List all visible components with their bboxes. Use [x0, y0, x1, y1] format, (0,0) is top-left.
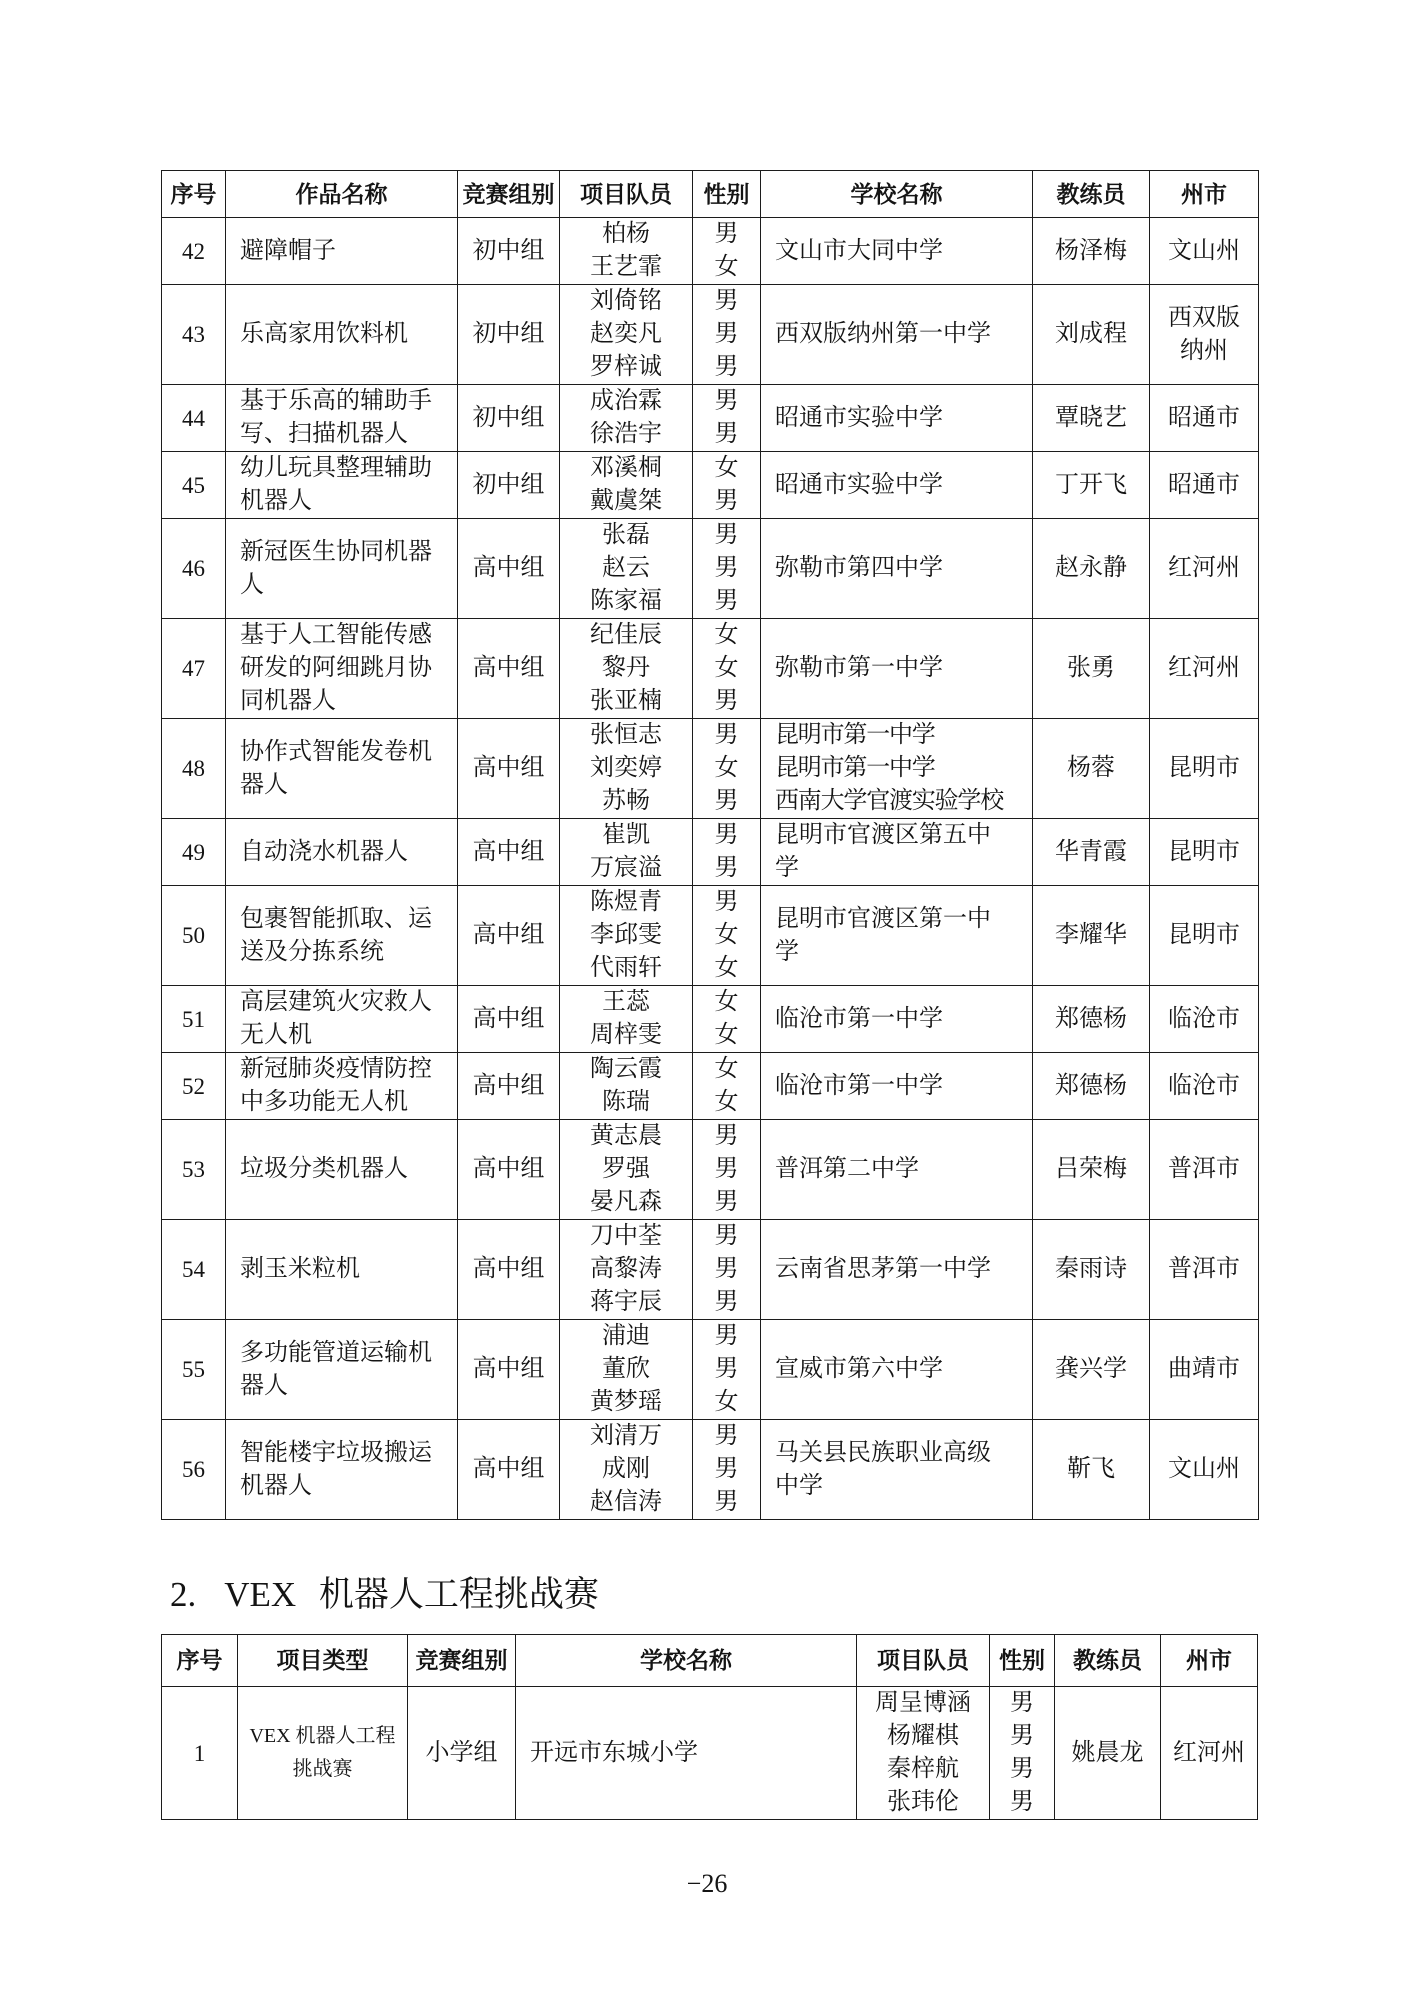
- table-row: [162, 1320, 1259, 1420]
- work-title-cell: [226, 1320, 458, 1420]
- member-name: 万宸溢: [590, 855, 662, 881]
- gender-cell: [693, 719, 761, 819]
- school-name: 昭通市实验中学: [775, 404, 943, 431]
- column-header: 性别: [990, 1635, 1055, 1687]
- row-number-cell: 53: [162, 1120, 226, 1220]
- school-name: 昆明市第一中学: [775, 755, 935, 781]
- work-title: 多功能管道运输机器人: [240, 1339, 432, 1399]
- work-title: 基于人工智能传感研发的阿细跳月协同机器人: [240, 622, 432, 714]
- group-cell: 小学组: [408, 1687, 516, 1820]
- coach-cell: 郑德杨: [1033, 986, 1150, 1053]
- column-header: 项目类型: [238, 1635, 408, 1687]
- work-title-cell: [226, 452, 458, 519]
- work-title-cell: [226, 819, 458, 886]
- gender: 女: [714, 455, 739, 481]
- table-row: [162, 819, 1259, 886]
- row-number-cell: 42: [162, 218, 226, 285]
- project-type-cell: [238, 1687, 408, 1820]
- gender: 男: [714, 421, 739, 447]
- gender-cell: [990, 1687, 1055, 1820]
- gender: 男: [714, 1323, 739, 1349]
- column-header: 学校名称: [516, 1635, 857, 1687]
- city-cell: 文山州: [1150, 218, 1259, 285]
- school-cell: [761, 886, 1033, 986]
- members-cell: [560, 1120, 693, 1220]
- section-heading: [170, 1568, 599, 1622]
- school-name: 弥勒市第四中学: [775, 555, 943, 581]
- member-name: 成刚: [602, 1456, 650, 1482]
- member-name: 罗梓诚: [590, 354, 662, 380]
- table-row: [162, 619, 1259, 719]
- gender: 女: [714, 1056, 739, 1082]
- table-row: [162, 452, 1259, 519]
- city-cell: 昆明市: [1150, 719, 1259, 819]
- row-number-cell: 44: [162, 385, 226, 452]
- gender-cell: [693, 819, 761, 886]
- gender: 男: [714, 522, 739, 548]
- members-cell: [560, 619, 693, 719]
- member-name: 刘清万: [590, 1423, 662, 1449]
- gender: 男: [714, 488, 739, 514]
- members-cell: [560, 886, 693, 986]
- coach-cell: 李耀华: [1033, 886, 1150, 986]
- table-row: [162, 1420, 1259, 1520]
- gender-cell: [693, 385, 761, 452]
- gender: 女: [714, 1022, 739, 1048]
- row-number-cell: 50: [162, 886, 226, 986]
- gender: 男: [714, 221, 739, 247]
- members-cell: [560, 1220, 693, 1320]
- member-name: 高黎涛: [590, 1256, 662, 1282]
- city-cell: 曲靖市: [1150, 1320, 1259, 1420]
- gender: 男: [714, 688, 739, 714]
- gender: 男: [714, 1489, 739, 1515]
- gender-cell: [693, 1053, 761, 1120]
- member-name: 刀中荃: [590, 1223, 662, 1249]
- coach-cell: 秦雨诗: [1033, 1220, 1150, 1320]
- coach-cell: 龚兴学: [1033, 1320, 1150, 1420]
- page-number: −26: [686, 1869, 728, 1898]
- work-title: 协作式智能发卷机器人: [240, 738, 432, 798]
- gender: 男: [714, 788, 739, 814]
- school-cell: [761, 285, 1033, 385]
- work-title-cell: [226, 719, 458, 819]
- gender-cell: [693, 1420, 761, 1520]
- school-name: 宣威市第六中学: [775, 1356, 943, 1382]
- gender: 男: [714, 288, 739, 314]
- column-header: 作品名称: [226, 171, 458, 218]
- table-row: [162, 285, 1259, 385]
- table-header-row: [162, 1635, 1258, 1687]
- table-row: [162, 218, 1259, 285]
- member-name: 苏畅: [602, 788, 650, 814]
- table-row: [162, 1687, 1258, 1820]
- gender: 女: [714, 254, 739, 280]
- school-name: 马关县民族职业高级中学: [775, 1439, 991, 1499]
- column-header: 性别: [693, 171, 761, 218]
- work-title-cell: [226, 1220, 458, 1320]
- city-cell: 红河州: [1150, 619, 1259, 719]
- school-name: 西双版纳州第一中学: [775, 321, 991, 347]
- work-title-cell: [226, 385, 458, 452]
- column-header: 州市: [1161, 1635, 1258, 1687]
- gender: 男: [1010, 1723, 1034, 1749]
- school-cell: [761, 1053, 1033, 1120]
- gender-cell: [693, 1120, 761, 1220]
- city-cell: 普洱市: [1150, 1220, 1259, 1320]
- member-name: 王蕊: [602, 989, 650, 1015]
- work-title-cell: [226, 1053, 458, 1120]
- group-cell: 初中组: [458, 452, 560, 519]
- member-name: 周梓雯: [590, 1022, 662, 1048]
- group-cell: 高中组: [458, 1220, 560, 1320]
- city-cell: 文山州: [1150, 1420, 1259, 1520]
- school-cell: [516, 1687, 857, 1820]
- table-row: [162, 886, 1259, 986]
- gender-cell: [693, 986, 761, 1053]
- gender: 男: [1010, 1789, 1034, 1815]
- gender-cell: [693, 218, 761, 285]
- school-cell: [761, 452, 1033, 519]
- row-number-cell: 48: [162, 719, 226, 819]
- gender: 男: [1010, 1690, 1034, 1716]
- member-name: 黄志晨: [590, 1123, 662, 1149]
- gender: 男: [714, 321, 739, 347]
- school-name: 昭通市实验中学: [775, 471, 943, 498]
- member-name: 陶云霞: [590, 1056, 662, 1082]
- gender: 男: [714, 1223, 739, 1249]
- members-cell: [857, 1687, 990, 1820]
- table-header-row: [162, 171, 1259, 218]
- work-title: 避障帽子: [240, 237, 336, 264]
- member-name: 蒋宇辰: [590, 1289, 662, 1315]
- table-row: [162, 1220, 1259, 1320]
- school-cell: [761, 819, 1033, 886]
- member-name: 赵信涛: [590, 1489, 662, 1515]
- city-cell: 红河州: [1150, 519, 1259, 619]
- work-title: 高层建筑火灾救人无人机: [240, 989, 432, 1048]
- member-name: 秦梓航: [887, 1756, 959, 1782]
- work-title: 智能楼宇垃圾搬运机器人: [240, 1439, 432, 1499]
- school-name: 昆明市官渡区第五中学: [775, 822, 991, 881]
- gender: 男: [714, 1456, 739, 1482]
- coach-cell: 华青霞: [1033, 819, 1150, 886]
- coach-cell: 赵永静: [1033, 519, 1150, 619]
- gender-cell: [693, 619, 761, 719]
- column-header: 学校名称: [761, 171, 1033, 218]
- school-cell: [761, 385, 1033, 452]
- group-cell: 初中组: [458, 285, 560, 385]
- row-number-cell: 55: [162, 1320, 226, 1420]
- members-cell: [560, 285, 693, 385]
- gender: 男: [714, 889, 739, 915]
- work-title: 基于乐高的辅助手写、扫描机器人: [240, 388, 432, 447]
- column-header: 项目队员: [560, 171, 693, 218]
- gender: 男: [714, 588, 739, 614]
- gender-cell: [693, 1320, 761, 1420]
- school-name: 临沧市第一中学: [775, 1005, 943, 1032]
- row-number-cell: 49: [162, 819, 226, 886]
- gender-cell: [693, 886, 761, 986]
- members-cell: [560, 1320, 693, 1420]
- gender: 女: [714, 755, 739, 781]
- city-cell: 红河州: [1161, 1687, 1258, 1820]
- gender: 女: [714, 1089, 739, 1115]
- member-name: 刘倚铭: [590, 288, 662, 314]
- coach-cell: 靳飞: [1033, 1420, 1150, 1520]
- work-title: 自动浇水机器人: [240, 838, 408, 865]
- school-cell: [761, 1320, 1033, 1420]
- row-number-cell: 46: [162, 519, 226, 619]
- work-title-cell: [226, 1420, 458, 1520]
- row-number-cell: 56: [162, 1420, 226, 1520]
- member-name: 陈煜青: [590, 889, 662, 915]
- school-name: 西南大学官渡实验学校: [775, 788, 1003, 814]
- coach-cell: 刘成程: [1033, 285, 1150, 385]
- member-name: 浦迪: [602, 1323, 650, 1349]
- school-cell: [761, 1220, 1033, 1320]
- table-row: [162, 986, 1259, 1053]
- member-name: 杨耀棋: [887, 1723, 959, 1749]
- members-cell: [560, 452, 693, 519]
- member-name: 张磊: [602, 522, 650, 548]
- gender: 男: [714, 822, 739, 848]
- gender: 女: [714, 989, 739, 1015]
- gender-cell: [693, 1220, 761, 1320]
- vex-entries-table: [161, 1634, 1258, 1820]
- school-cell: [761, 218, 1033, 285]
- section-number: 2.: [170, 1575, 197, 1614]
- city-cell: 昭通市: [1150, 385, 1259, 452]
- gender: 女: [714, 622, 739, 648]
- column-header: 竞赛组别: [458, 171, 560, 218]
- coach-cell: 杨蓉: [1033, 719, 1150, 819]
- gender: 女: [714, 955, 739, 981]
- group-cell: 高中组: [458, 1120, 560, 1220]
- city-cell: 西双版纳州: [1150, 285, 1259, 385]
- member-name: 徐浩宇: [590, 421, 662, 447]
- members-cell: [560, 218, 693, 285]
- school-name: 弥勒市第一中学: [775, 655, 943, 681]
- gender: 女: [714, 922, 739, 948]
- row-number-cell: 52: [162, 1053, 226, 1120]
- work-title-cell: [226, 1120, 458, 1220]
- row-number-cell: 1: [162, 1687, 238, 1820]
- gender: 男: [714, 555, 739, 581]
- city-cell: 昭通市: [1150, 452, 1259, 519]
- members-cell: [560, 986, 693, 1053]
- members-cell: [560, 819, 693, 886]
- gender-cell: [693, 519, 761, 619]
- gender: 男: [714, 1156, 739, 1182]
- table-body: [162, 218, 1259, 1520]
- member-name: 董欣: [602, 1356, 650, 1382]
- city-cell: 临沧市: [1150, 1053, 1259, 1120]
- coach-cell: 姚晨龙: [1055, 1687, 1161, 1820]
- school-cell: [761, 1120, 1033, 1220]
- member-name: 邓溪桐: [590, 455, 662, 481]
- gender: 男: [714, 1123, 739, 1149]
- member-name: 纪佳辰: [590, 622, 662, 648]
- work-title-cell: [226, 619, 458, 719]
- member-name: 黎丹: [602, 655, 650, 681]
- column-header: 教练员: [1033, 171, 1150, 218]
- column-header: 序号: [162, 171, 226, 218]
- gender: 男: [714, 855, 739, 881]
- school-cell: [761, 1420, 1033, 1520]
- gender-cell: [693, 452, 761, 519]
- gender: 男: [1010, 1756, 1034, 1782]
- coach-cell: 张勇: [1033, 619, 1150, 719]
- project-type: VEX 机器人工程挑战赛: [249, 1725, 396, 1780]
- member-name: 代雨轩: [590, 955, 662, 981]
- members-cell: [560, 719, 693, 819]
- group-cell: 高中组: [458, 519, 560, 619]
- school-name: 云南省思茅第一中学: [775, 1256, 991, 1282]
- table-row: [162, 719, 1259, 819]
- member-name: 赵云: [602, 555, 650, 581]
- members-cell: [560, 519, 693, 619]
- group-cell: 初中组: [458, 218, 560, 285]
- school-name: 开远市东城小学: [530, 1739, 698, 1766]
- column-header: 竞赛组别: [408, 1635, 516, 1687]
- member-name: 成治霖: [590, 388, 662, 414]
- table-row: [162, 519, 1259, 619]
- gender: 男: [714, 388, 739, 414]
- work-title: 乐高家用饮料机: [240, 321, 408, 347]
- column-header: 州市: [1150, 171, 1259, 218]
- group-cell: 高中组: [458, 819, 560, 886]
- member-name: 张恒志: [590, 722, 662, 748]
- table-row: [162, 1053, 1259, 1120]
- school-cell: [761, 619, 1033, 719]
- work-title-cell: [226, 285, 458, 385]
- group-cell: 高中组: [458, 986, 560, 1053]
- member-name: 张亚楠: [590, 688, 662, 714]
- column-header: 教练员: [1055, 1635, 1161, 1687]
- members-cell: [560, 1420, 693, 1520]
- coach-cell: 覃晓艺: [1033, 385, 1150, 452]
- row-number-cell: 43: [162, 285, 226, 385]
- members-cell: [560, 385, 693, 452]
- coach-cell: 杨泽梅: [1033, 218, 1150, 285]
- work-title: 包裹智能抓取、运送及分拣系统: [240, 905, 432, 965]
- school-name: 临沧市第一中学: [775, 1072, 943, 1099]
- member-name: 戴虞桀: [590, 488, 662, 514]
- work-title-cell: [226, 218, 458, 285]
- city-cell: 临沧市: [1150, 986, 1259, 1053]
- work-title: 新冠肺炎疫情防控中多功能无人机: [240, 1056, 432, 1115]
- gender: 女: [714, 1389, 739, 1415]
- member-name: 王艺霏: [590, 254, 662, 280]
- gender: 男: [714, 1289, 739, 1315]
- column-header: 项目队员: [857, 1635, 990, 1687]
- city-cell: 普洱市: [1150, 1120, 1259, 1220]
- group-cell: 高中组: [458, 619, 560, 719]
- city-cell: 昆明市: [1150, 886, 1259, 986]
- coach-cell: 吕荣梅: [1033, 1120, 1150, 1220]
- column-header: 序号: [162, 1635, 238, 1687]
- school-name: 昆明市第一中学: [775, 722, 935, 748]
- member-name: 陈瑞: [602, 1089, 650, 1115]
- gender-cell: [693, 285, 761, 385]
- work-title: 新冠医生协同机器人: [240, 538, 432, 598]
- work-title-cell: [226, 519, 458, 619]
- gender: 男: [714, 722, 739, 748]
- school-cell: [761, 719, 1033, 819]
- school-name: 昆明市官渡区第一中学: [775, 905, 991, 965]
- member-name: 周呈博涵: [875, 1690, 971, 1716]
- row-number-cell: 51: [162, 986, 226, 1053]
- city-cell: 昆明市: [1150, 819, 1259, 886]
- school-cell: [761, 519, 1033, 619]
- group-cell: 高中组: [458, 1053, 560, 1120]
- coach-cell: 郑德杨: [1033, 1053, 1150, 1120]
- work-title: 幼儿玩具整理辅助机器人: [240, 455, 432, 514]
- group-cell: 高中组: [458, 1320, 560, 1420]
- gender: 男: [714, 1423, 739, 1449]
- group-cell: 高中组: [458, 1420, 560, 1520]
- row-number-cell: 54: [162, 1220, 226, 1320]
- member-name: 李邱雯: [590, 922, 662, 948]
- gender: 男: [714, 1356, 739, 1382]
- row-number-cell: 45: [162, 452, 226, 519]
- school-name: 普洱第二中学: [775, 1156, 919, 1182]
- members-cell: [560, 1053, 693, 1120]
- school-name: 文山市大同中学: [775, 237, 943, 264]
- member-name: 晏凡森: [590, 1189, 662, 1215]
- group-cell: 初中组: [458, 385, 560, 452]
- gender: 男: [714, 1256, 739, 1282]
- member-name: 赵奕凡: [590, 321, 662, 347]
- table-row: [162, 1120, 1259, 1220]
- member-name: 罗强: [602, 1156, 650, 1182]
- work-title: 垃圾分类机器人: [240, 1156, 408, 1182]
- group-cell: 高中组: [458, 719, 560, 819]
- work-title-cell: [226, 886, 458, 986]
- member-name: 柏杨: [602, 221, 650, 247]
- work-title-cell: [226, 986, 458, 1053]
- section-title: VEX 机器人工程挑战赛: [224, 1575, 599, 1614]
- table-body: [162, 1687, 1258, 1820]
- school-cell: [761, 986, 1033, 1053]
- coach-cell: 丁开飞: [1033, 452, 1150, 519]
- gender: 男: [714, 1189, 739, 1215]
- entries-table: [161, 170, 1259, 1520]
- member-name: 黄梦瑶: [590, 1389, 662, 1415]
- work-title: 剥玉米粒机: [240, 1256, 360, 1282]
- member-name: 刘奕婷: [590, 755, 662, 781]
- group-cell: 高中组: [458, 886, 560, 986]
- member-name: 崔凯: [602, 822, 650, 848]
- row-number-cell: 47: [162, 619, 226, 719]
- member-name: 陈家福: [590, 588, 662, 614]
- member-name: 张玮伦: [887, 1789, 959, 1815]
- gender: 男: [714, 354, 739, 380]
- gender: 女: [714, 655, 739, 681]
- table-row: [162, 385, 1259, 452]
